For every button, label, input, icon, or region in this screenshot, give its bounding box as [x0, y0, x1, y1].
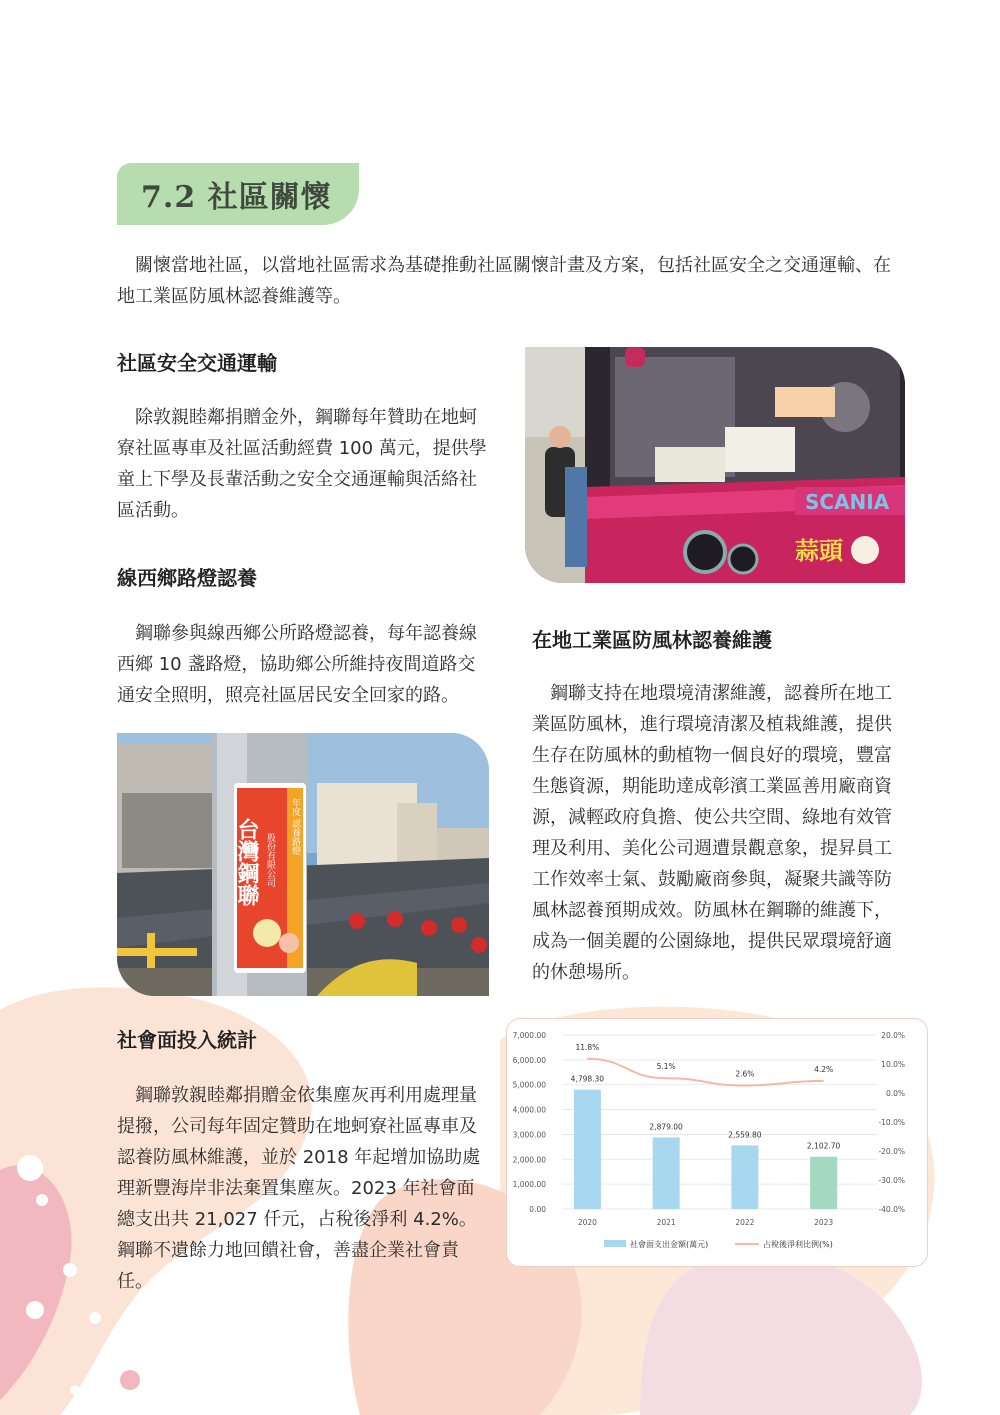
lamps-text: 鋼聯參與線西鄉公所路燈認養，每年認養線西鄉 10 盞路燈，協助鄉公所維持夜間道路交通安全照明，照亮社區居民安全回家的路。: [117, 623, 477, 706]
x-tick-label: 2022: [735, 1218, 755, 1227]
y2-tick-label: -30.0%: [878, 1176, 905, 1185]
line-value-label: 11.8%: [575, 1042, 600, 1052]
bar-value-label: 2,879.00: [649, 1122, 683, 1132]
y2-tick-label: 20.0%: [881, 1031, 905, 1040]
y-tick-label: 0.00: [529, 1205, 546, 1214]
bar: [653, 1137, 680, 1209]
y-tick-label: 6,000.00: [512, 1055, 546, 1065]
legend-swatch-bar: [604, 1240, 626, 1247]
chart-canvas: [507, 1019, 927, 1266]
legend-label-bar: 社會面支出金額(萬元): [630, 1240, 709, 1249]
social-text: 鋼聯敦親睦鄰捐贈金依集塵灰再利用處理量提撥，公司每年固定贊助在地蚵寮社區專車及認養防風林維護，並於 2018 年起增加協助處理新豐海岸非法棄置集塵灰。2023 年社會面總支出共 21,027 仟元，占稅後淨利 4.2%。鋼聯不遺餘力地回饋社會，善盡企業社會責任。: [117, 1085, 481, 1292]
x-tick-label: 2021: [656, 1218, 676, 1227]
y-tick-label: 4,000.00: [512, 1105, 546, 1115]
bus-brand-text: SCANIA: [805, 490, 890, 514]
bar: [731, 1145, 758, 1209]
social-investment-chart: [506, 1018, 928, 1267]
traffic-block: [117, 402, 492, 526]
y2-tick-label: 0.0%: [885, 1089, 905, 1098]
x-tick-label: 2020: [577, 1218, 597, 1227]
y-tick-label: 7,000.00: [512, 1031, 546, 1040]
legend-label-line: 占稅後淨利比例(%): [763, 1240, 833, 1249]
y2-tick-label: -20.0%: [878, 1147, 905, 1156]
y-tick-label: 5,000.00: [512, 1080, 546, 1090]
bus-sign-text: 蒜頭: [795, 536, 843, 565]
line-value-label: 2.6%: [735, 1069, 755, 1079]
y2-tick-label: 10.0%: [881, 1060, 905, 1069]
y-tick-label: 3,000.00: [512, 1130, 546, 1140]
social-block: [117, 1080, 492, 1297]
y-tick-label: 1,000.00: [512, 1180, 546, 1190]
bar-value-label: 2,559.80: [728, 1130, 762, 1140]
ratio-line: [587, 1059, 823, 1086]
lamps-heading: 線西鄉路燈認養: [117, 566, 257, 590]
line-value-label: 4.2%: [814, 1064, 834, 1074]
section-title: 7.2 社區關懷: [141, 180, 332, 215]
bar: [810, 1157, 837, 1209]
traffic-heading: 社區安全交通運輸: [117, 351, 277, 375]
line-value-label: 5.1%: [656, 1062, 676, 1072]
social-heading: 社會面投入統計: [117, 1028, 257, 1052]
windbreak-heading: 在地工業區防風林認養維護: [532, 628, 772, 652]
y2-tick-label: -10.0%: [878, 1118, 905, 1127]
bar: [574, 1090, 601, 1209]
banner-side-text: 年度 認養路燈: [290, 798, 300, 855]
traffic-text: 除敦親睦鄰捐贈金外，鋼聯每年贊助在地蚵寮社區專車及社區活動經費 100 萬元，提供學童上下學及長輩活動之安全交通運輸與活絡社區活動。: [117, 407, 487, 521]
banner-sub-text: 股份有限公司: [265, 833, 275, 887]
bar-value-label: 2,102.70: [806, 1141, 841, 1151]
windbreak-block: [532, 678, 907, 988]
bar-value-label: 4,798.30: [570, 1074, 605, 1084]
lamps-block: [117, 618, 492, 711]
banner-main-text: 台灣鋼聯: [234, 818, 260, 906]
windbreak-text: 鋼聯支持在地環境清潔維護，認養所在地工業區防風林，進行環境清潔及植栽維護，提供生存在防風林的動植物一個良好的環境，豐富生態資源，期能助達成彰濱工業區善用廠商資源，減輕政府負擔、使公共空間、綠地有效管理及利用、美化公司週遭景觀意象，提昇員工工作效率士氣、鼓勵廠商參與，凝聚共識等防風林認養預期成效。防風林在鋼聯的維護下，成為一個美麗的公園綠地，提供民眾環境舒適的休憩場所。: [532, 683, 892, 983]
lamp-pole-photo: [117, 733, 489, 996]
y2-tick-label: -40.0%: [878, 1205, 905, 1214]
y-tick-label: 2,000.00: [512, 1155, 546, 1165]
section-tab: [117, 163, 359, 225]
intro-text: 關懷當地社區，以當地社區需求為基礎推動社區關懷計畫及方案，包括社區安全之交通運輸、在地工業區防風林認養維護等。: [117, 255, 891, 307]
intro-block: [117, 250, 907, 312]
bus-photo: [525, 347, 905, 583]
x-tick-label: 2023: [814, 1218, 834, 1227]
